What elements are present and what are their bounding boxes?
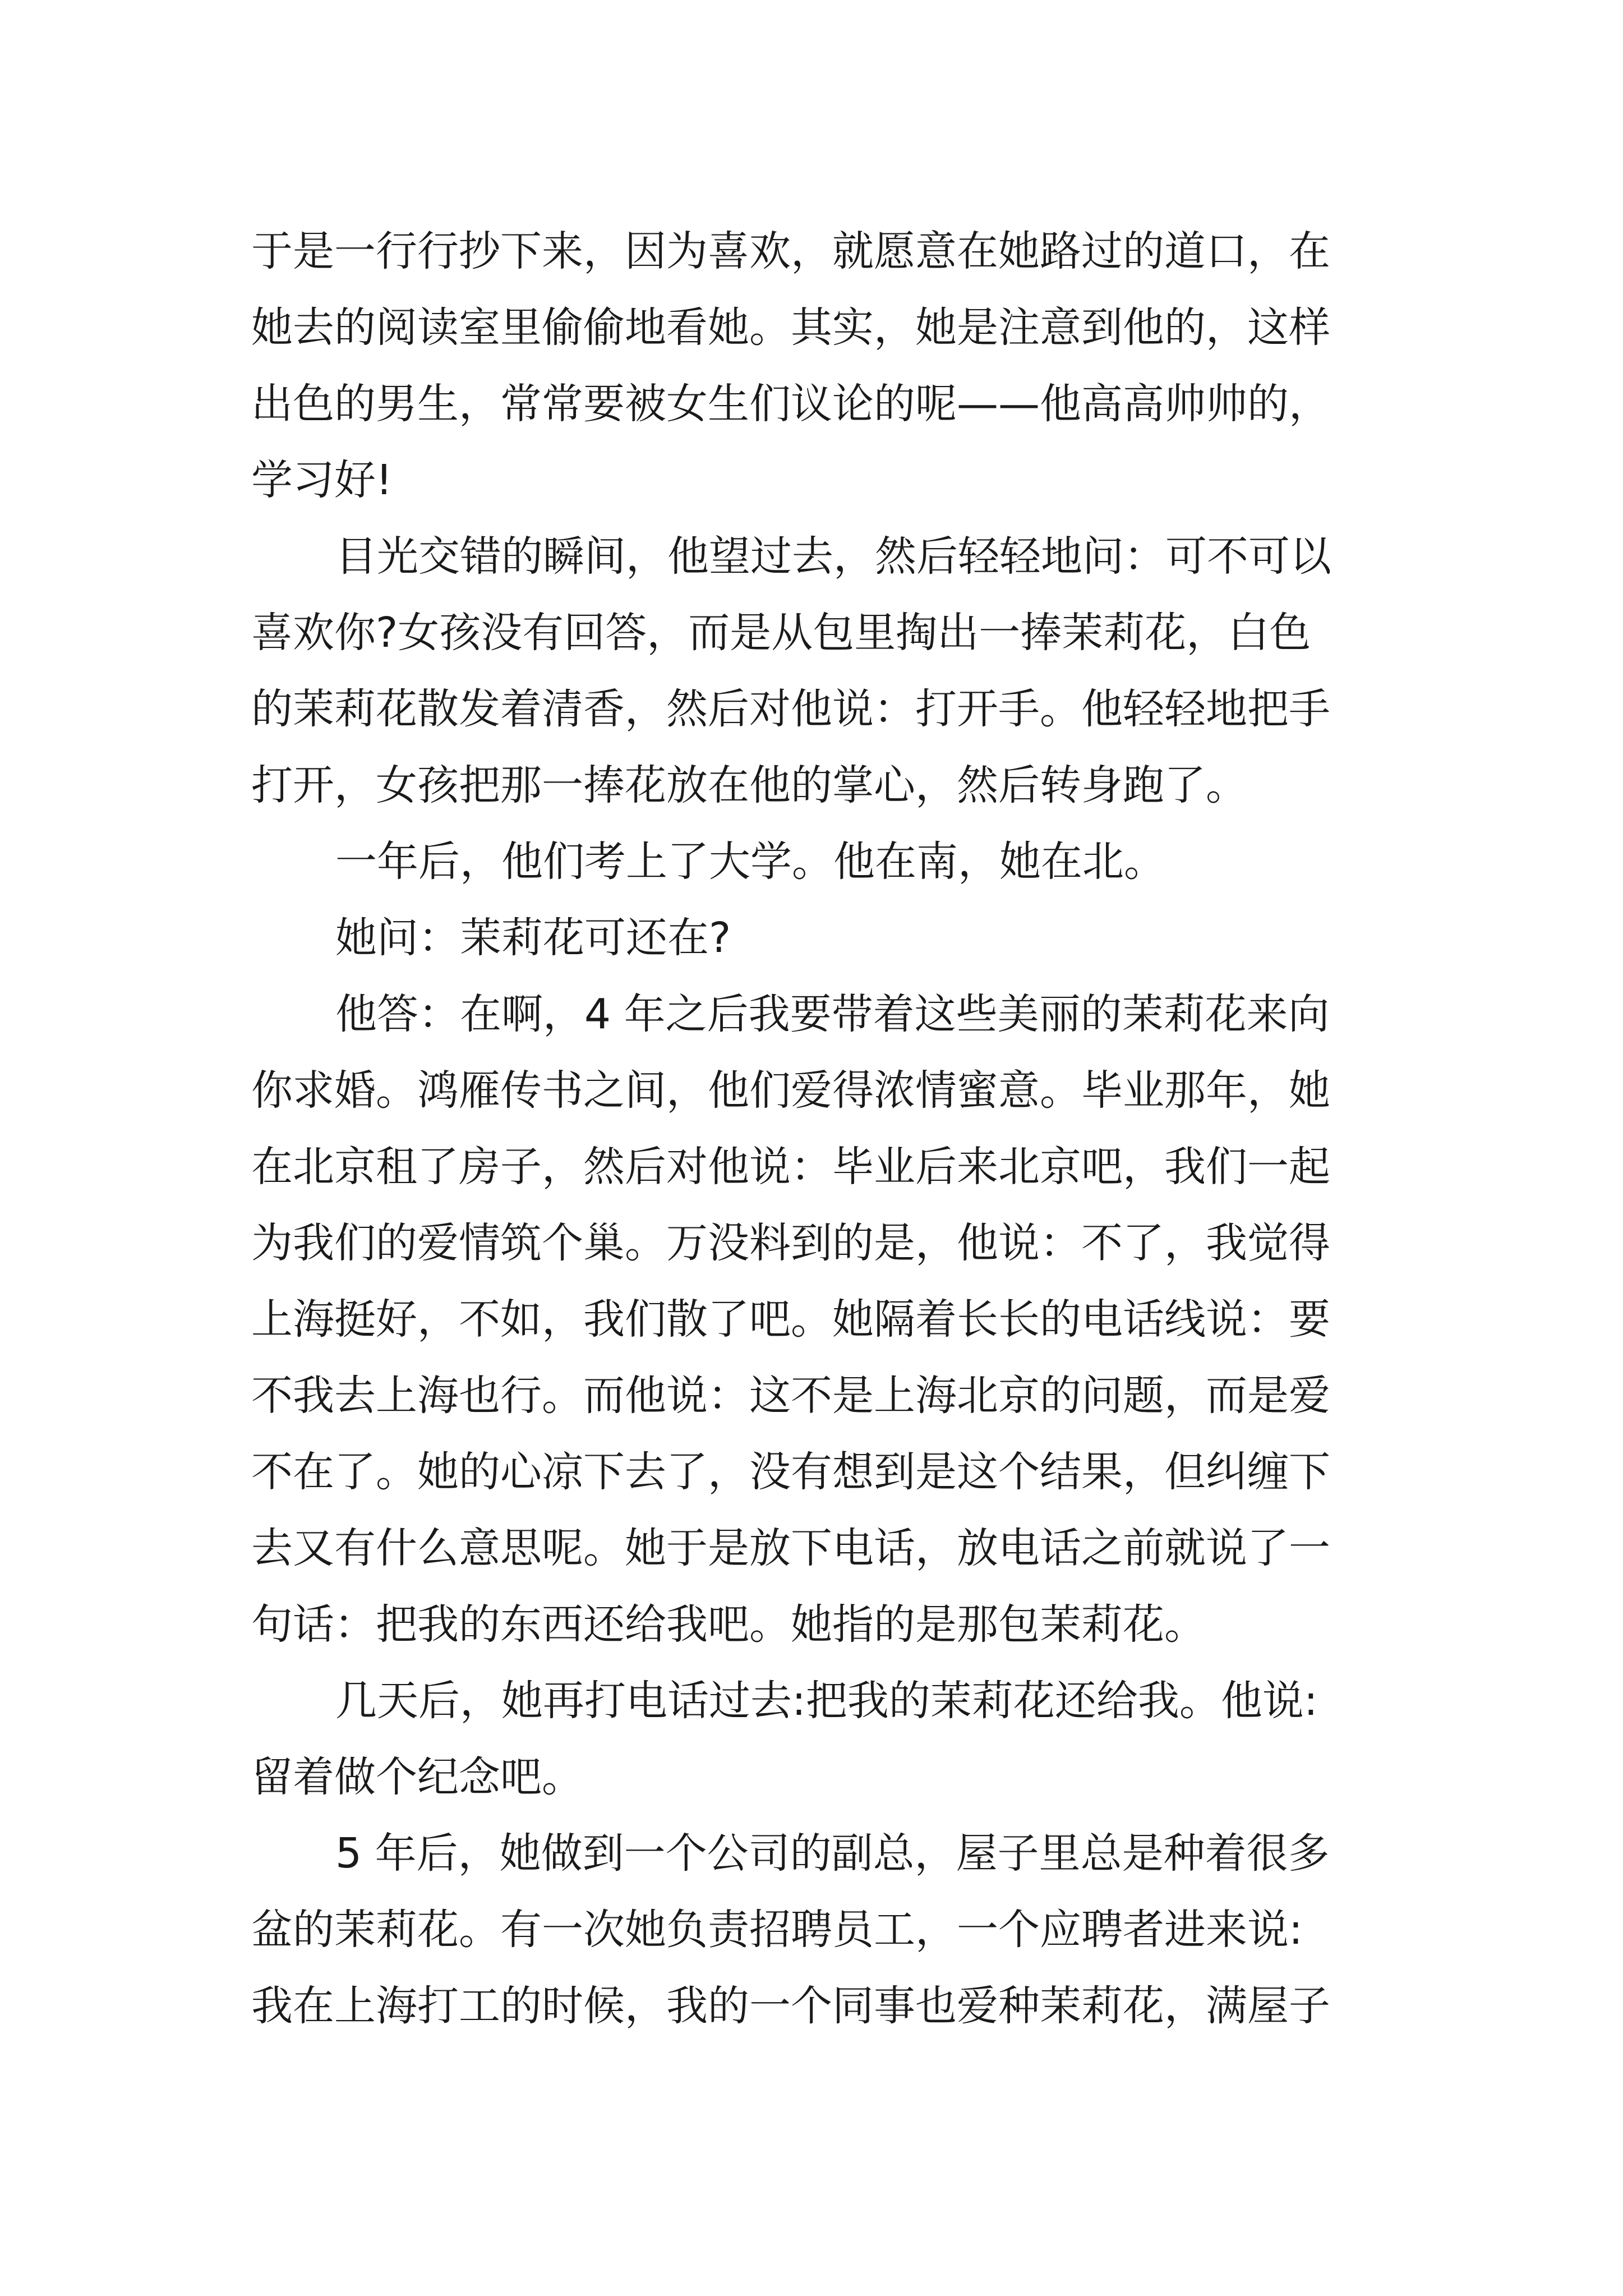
text-line: 目光交错的瞬间，他望过去，然后轻轻地问：可不可以 <box>335 532 1331 581</box>
text-line: 她问：茉莉花可还在? <box>335 914 731 962</box>
text-line: 上海挺好，不如，我们散了吧。她隔着长长的电话线说：要 <box>251 1295 1330 1343</box>
text-line: 你求婚。鸿雁传书之间，他们爱得浓情蜜意。毕业那年，她 <box>251 1066 1330 1115</box>
text-line: 他答：在啊，4 年之后我要带着这些美丽的茉莉花来向 <box>335 990 1330 1038</box>
text-line: 留着做个纪念吧。 <box>251 1753 583 1801</box>
text-line: 出色的男生，常常要被女生们议论的呢——他高高帅帅的， <box>251 380 1330 428</box>
text-line: 几天后，她再打电话过去:把我的茉莉花还给我。他说: <box>335 1677 1318 1725</box>
text-line: 一年后，他们考上了大学。他在南，她在北。 <box>335 838 1165 886</box>
body-text <box>251 213 1395 2044</box>
text-line: 句话：把我的东西还给我吧。她指的是那包茉莉花。 <box>251 1600 1206 1649</box>
text-line: 不我去上海也行。而他说：这不是上海北京的问题，而是爱 <box>251 1372 1330 1420</box>
text-line: 学习好! <box>251 456 393 504</box>
text-line: 她去的阅读室里偷偷地看她。其实，她是注意到他的，这样 <box>251 303 1330 352</box>
text-line: 喜欢你?女孩没有回答，而是从包里掏出一捧茉莉花，白色 <box>251 609 1311 657</box>
text-line: 为我们的爱情筑个巢。万没料到的是，他说：不了，我觉得 <box>251 1219 1330 1267</box>
text-line: 盆的茉莉花。有一次她负责招聘员工，一个应聘者进来说: <box>251 1906 1303 1954</box>
text-line: 我在上海打工的时候，我的一个同事也爱种茉莉花，满屋子 <box>251 1982 1330 2030</box>
text-line: 的茉莉花散发着清香，然后对他说：打开手。他轻轻地把手 <box>251 685 1330 733</box>
text-line: 不在了。她的心凉下去了，没有想到是这个结果，但纠缠下 <box>251 1448 1330 1496</box>
text-line: 在北京租了房子，然后对他说：毕业后来北京吧，我们一起 <box>251 1143 1330 1191</box>
text-line: 打开，女孩把那一捧花放在他的掌心，然后转身跑了。 <box>251 761 1247 809</box>
text-line: 5 年后，她做到一个公司的副总，屋子里总是种着很多 <box>335 1829 1330 1878</box>
text-line: 于是一行行抄下来，因为喜欢，就愿意在她路过的道口，在 <box>251 227 1330 275</box>
text-line: 去又有什么意思呢。她于是放下电话，放电话之前就说了一 <box>251 1524 1330 1572</box>
